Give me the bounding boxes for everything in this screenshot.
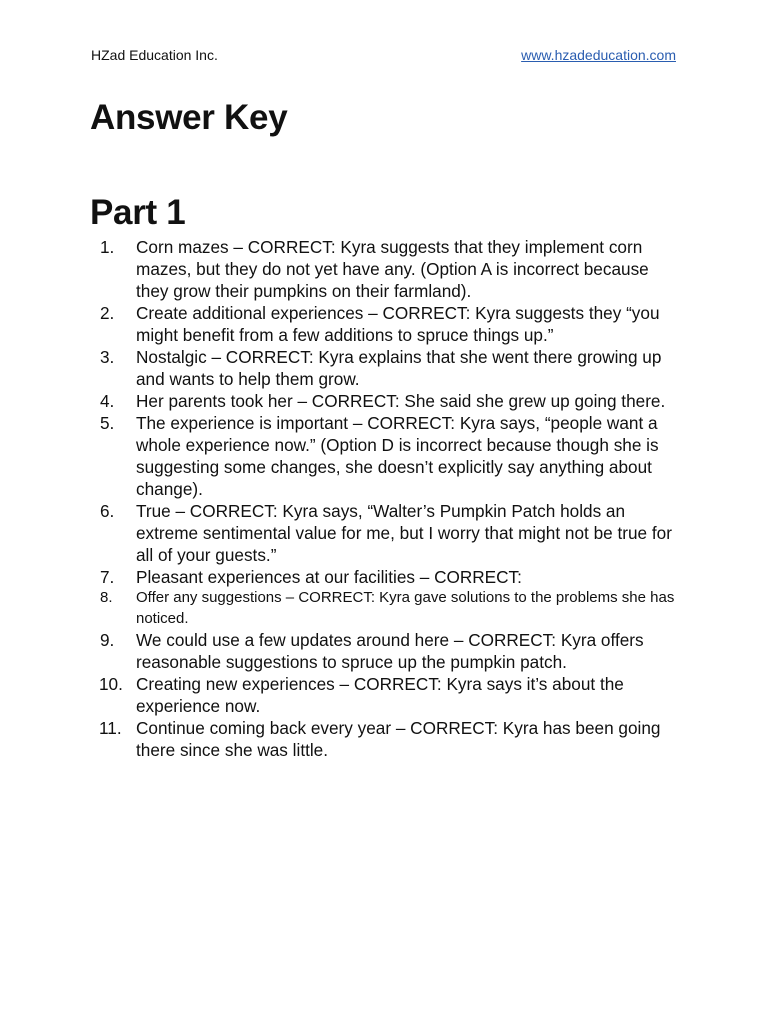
answer-item xyxy=(100,346,680,390)
answer-list xyxy=(100,236,680,761)
answer-text: Offer any suggestions – CORRECT: Kyra gave solutions to the problems she has noticed. xyxy=(136,589,675,627)
answer-number: 11. xyxy=(99,718,122,738)
answer-text: Her parents took her – CORRECT: She said she grew up going there. xyxy=(136,391,666,411)
answer-text: True – CORRECT: Kyra says, “Walter’s Pumpkin Patch holds an extreme sentimental value for me, but I worry that might not be true for all of your guests.” xyxy=(136,501,672,565)
answer-number: 8. xyxy=(100,589,113,606)
answer-item xyxy=(100,390,680,412)
answer-number: 10. xyxy=(99,674,123,694)
answer-number: 5. xyxy=(100,413,115,433)
answer-item xyxy=(100,302,680,346)
answer-number: 3. xyxy=(100,347,115,367)
answer-item xyxy=(100,673,680,717)
answer-item xyxy=(100,500,680,566)
answer-item xyxy=(100,236,680,302)
answer-text: Nostalgic – CORRECT: Kyra explains that she went there growing up and wants to help them grow. xyxy=(136,347,662,389)
answer-text: Continue coming back every year – CORRECT: Kyra has been going there since she was little. xyxy=(136,718,661,760)
answer-item xyxy=(100,588,680,629)
answer-text: Pleasant experiences at our facilities – CORRECT: xyxy=(136,567,522,587)
answer-number: 7. xyxy=(100,567,115,587)
answer-text: The experience is important – CORRECT: Kyra says, “people want a whole experience now.” (Option D is incorrect because though she is suggesting some changes, she doesn’t explicitly say anything about change). xyxy=(136,413,659,499)
answer-text: We could use a few updates around here – CORRECT: Kyra offers reasonable suggestions to spruce up the pumpkin patch. xyxy=(136,630,644,672)
answer-number: 1. xyxy=(100,237,115,257)
section-heading: Part 1 xyxy=(90,193,186,232)
website-link[interactable]: www.hzadeducation.com xyxy=(521,47,676,63)
page-title: Answer Key xyxy=(90,98,288,137)
company-name: HZad Education Inc. xyxy=(91,47,218,63)
answer-text: Creating new experiences – CORRECT: Kyra says it’s about the experience now. xyxy=(136,674,624,716)
answer-number: 2. xyxy=(100,303,115,323)
answer-item xyxy=(100,566,680,588)
answer-item xyxy=(100,717,680,761)
answer-text: Create additional experiences – CORRECT: Kyra suggests they “you might benefit from a few additions to spruce things up.” xyxy=(136,303,660,345)
answer-number: 6. xyxy=(100,501,115,521)
answer-item xyxy=(100,629,680,673)
answer-text: Corn mazes – CORRECT: Kyra suggests that they implement corn mazes, but they do not yet have any. (Option A is incorrect because they grow their pumpkins on their farmland). xyxy=(136,237,649,301)
answer-number: 4. xyxy=(100,391,115,411)
answer-number: 9. xyxy=(100,630,115,650)
answer-item xyxy=(100,412,680,500)
